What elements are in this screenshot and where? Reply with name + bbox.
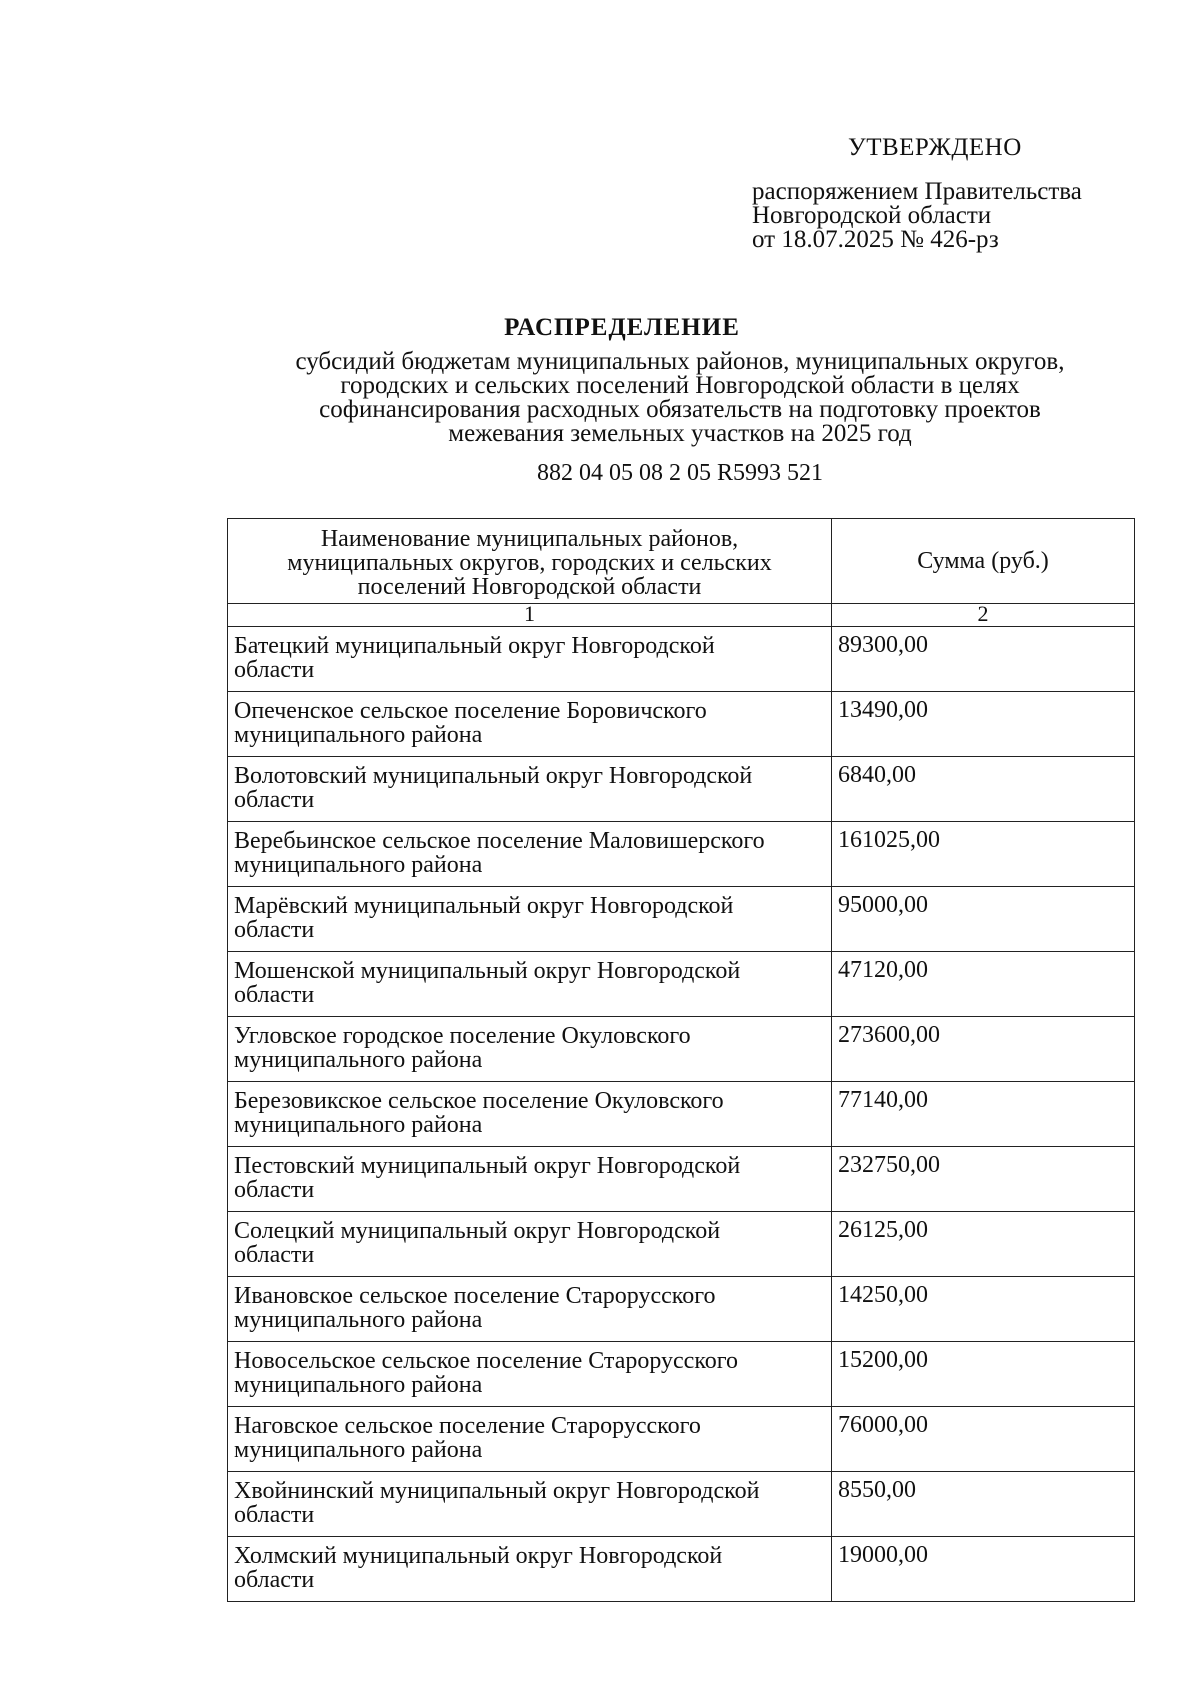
municipality-name-cell [228, 1082, 832, 1147]
table-row [228, 1212, 1135, 1277]
approval-stamp [752, 136, 1172, 252]
table-row [228, 1082, 1135, 1147]
municipality-name-cell [228, 1212, 832, 1277]
sum-cell: 232750,00 [832, 1147, 1135, 1212]
header-name-line-2: муниципальных округов, городских и сельских [287, 550, 772, 576]
municipality-name-cell [228, 1472, 832, 1537]
sum-cell: 14250,00 [832, 1277, 1135, 1342]
table-row [228, 822, 1135, 887]
column-number-1: 1 [228, 604, 832, 627]
municipality-name-line-2: области [234, 1242, 315, 1268]
column-number-2: 2 [832, 604, 1135, 627]
header-name-cell [228, 519, 832, 604]
municipality-name-line-1: Батецкий муниципальный округ Новгородской [234, 633, 715, 659]
approval-line-2: Новгородской области [752, 202, 992, 229]
municipality-name-line-2: муниципального района [234, 1047, 483, 1073]
sum-cell: 8550,00 [832, 1472, 1135, 1537]
municipality-name-line-2: муниципального района [234, 852, 483, 878]
table-row [228, 1537, 1135, 1602]
sum-cell: 89300,00 [832, 627, 1135, 692]
municipality-name-line-2: муниципального района [234, 1372, 483, 1398]
municipality-name-line-1: Опеченское сельское поселение Боровичского [234, 698, 707, 724]
sum-cell: 6840,00 [832, 757, 1135, 822]
document-subtitle [230, 350, 1130, 446]
municipality-name-line-2: области [234, 982, 315, 1008]
table-row [228, 952, 1135, 1017]
municipality-name-line-2: области [234, 1502, 315, 1528]
sum-cell: 95000,00 [832, 887, 1135, 952]
municipality-name-line-2: муниципального района [234, 1112, 483, 1138]
sum-cell: 76000,00 [832, 1407, 1135, 1472]
table-row [228, 1277, 1135, 1342]
sum-cell: 47120,00 [832, 952, 1135, 1017]
municipality-name-cell [228, 887, 832, 952]
municipality-name-line-2: области [234, 1177, 315, 1203]
approval-line-1: распоряжением Правительства [752, 178, 1082, 205]
municipality-name-line-1: Наговское сельское поселение Старорусского [234, 1413, 701, 1439]
municipality-name-line-2: муниципального района [234, 722, 483, 748]
municipality-name-cell [228, 822, 832, 887]
subtitle-line-2: городских и сельских поселений Новгородской области в целях [340, 372, 1020, 399]
table-row [228, 887, 1135, 952]
municipality-name-line-1: Холмский муниципальный округ Новгородской [234, 1543, 723, 1569]
municipality-name-line-2: области [234, 1567, 315, 1593]
table-row [228, 692, 1135, 757]
header-name-line-1: Наименование муниципальных районов, [320, 526, 739, 552]
municipality-name-line-2: области [234, 787, 315, 813]
municipality-name-line-1: Новосельское сельское поселение Старорусского [234, 1348, 739, 1374]
sum-cell: 19000,00 [832, 1537, 1135, 1602]
municipality-name-line-1: Марёвский муниципальный округ Новгородской [234, 893, 734, 919]
municipality-name-line-1: Волотовский муниципальный округ Новгородской [234, 763, 753, 789]
municipality-name-line-2: муниципального района [234, 1437, 483, 1463]
municipality-name-line-1: Солецкий муниципальный округ Новгородской [234, 1218, 721, 1244]
municipality-name-cell [228, 1147, 832, 1212]
municipality-name-cell [228, 952, 832, 1017]
sum-cell: 77140,00 [832, 1082, 1135, 1147]
table-row [228, 1472, 1135, 1537]
table-row [228, 627, 1135, 692]
municipality-name-line-1: Ивановское сельское поселение Старорусского [234, 1283, 716, 1309]
table-header-row [228, 519, 1135, 604]
approval-line-3: от 18.07.2025 № 426-рз [752, 226, 999, 253]
municipality-name-line-2: области [234, 917, 315, 943]
municipality-name-line-1: Угловское городское поселение Окуловского [234, 1023, 691, 1049]
municipality-name-line-1: Березовикское сельское поселение Окуловского [234, 1088, 724, 1114]
municipality-name-line-2: муниципального района [234, 1307, 483, 1333]
municipality-name-cell [228, 692, 832, 757]
municipality-name-cell [228, 1277, 832, 1342]
sum-cell: 15200,00 [832, 1342, 1135, 1407]
municipality-name-cell [228, 1537, 832, 1602]
municipality-name-cell [228, 627, 832, 692]
table-row [228, 1017, 1135, 1082]
header-name-line-3: поселений Новгородской области [357, 574, 702, 600]
approved-label: УТВЕРЖДЕНО [848, 134, 1022, 161]
table-row [228, 757, 1135, 822]
municipality-name-cell [228, 757, 832, 822]
municipality-name-cell [228, 1342, 832, 1407]
municipality-name-line-1: Хвойнинский муниципальный округ Новгородской [234, 1478, 760, 1504]
column-number-row [228, 604, 1135, 627]
sum-cell: 161025,00 [832, 822, 1135, 887]
table-row [228, 1407, 1135, 1472]
municipality-name-line-1: Веребьинское сельское поселение Маловишерского [234, 828, 765, 854]
municipality-name-line-2: области [234, 657, 315, 683]
table-row [228, 1342, 1135, 1407]
subtitle-line-4: межевания земельных участков на 2025 год [448, 420, 912, 447]
municipality-name-line-1: Мошенской муниципальный округ Новгородской [234, 958, 741, 984]
budget-code: 882 04 05 08 2 05 R5993 521 [536, 460, 823, 486]
municipality-name-cell [228, 1017, 832, 1082]
sum-cell: 273600,00 [832, 1017, 1135, 1082]
subtitle-line-3: софинансирования расходных обязательств на подготовку проектов [319, 396, 1041, 423]
header-sum-cell: Сумма (руб.) [832, 519, 1135, 604]
distribution-table [227, 518, 1135, 1602]
document-title: РАСПРЕДЕЛЕНИЕ [504, 314, 740, 341]
sum-cell: 26125,00 [832, 1212, 1135, 1277]
municipality-name-cell [228, 1407, 832, 1472]
subtitle-line-1: субсидий бюджетам муниципальных районов, муниципальных округов, [295, 348, 1065, 375]
sum-cell: 13490,00 [832, 692, 1135, 757]
municipality-name-line-1: Пестовский муниципальный округ Новгородской [234, 1153, 741, 1179]
table-row [228, 1147, 1135, 1212]
